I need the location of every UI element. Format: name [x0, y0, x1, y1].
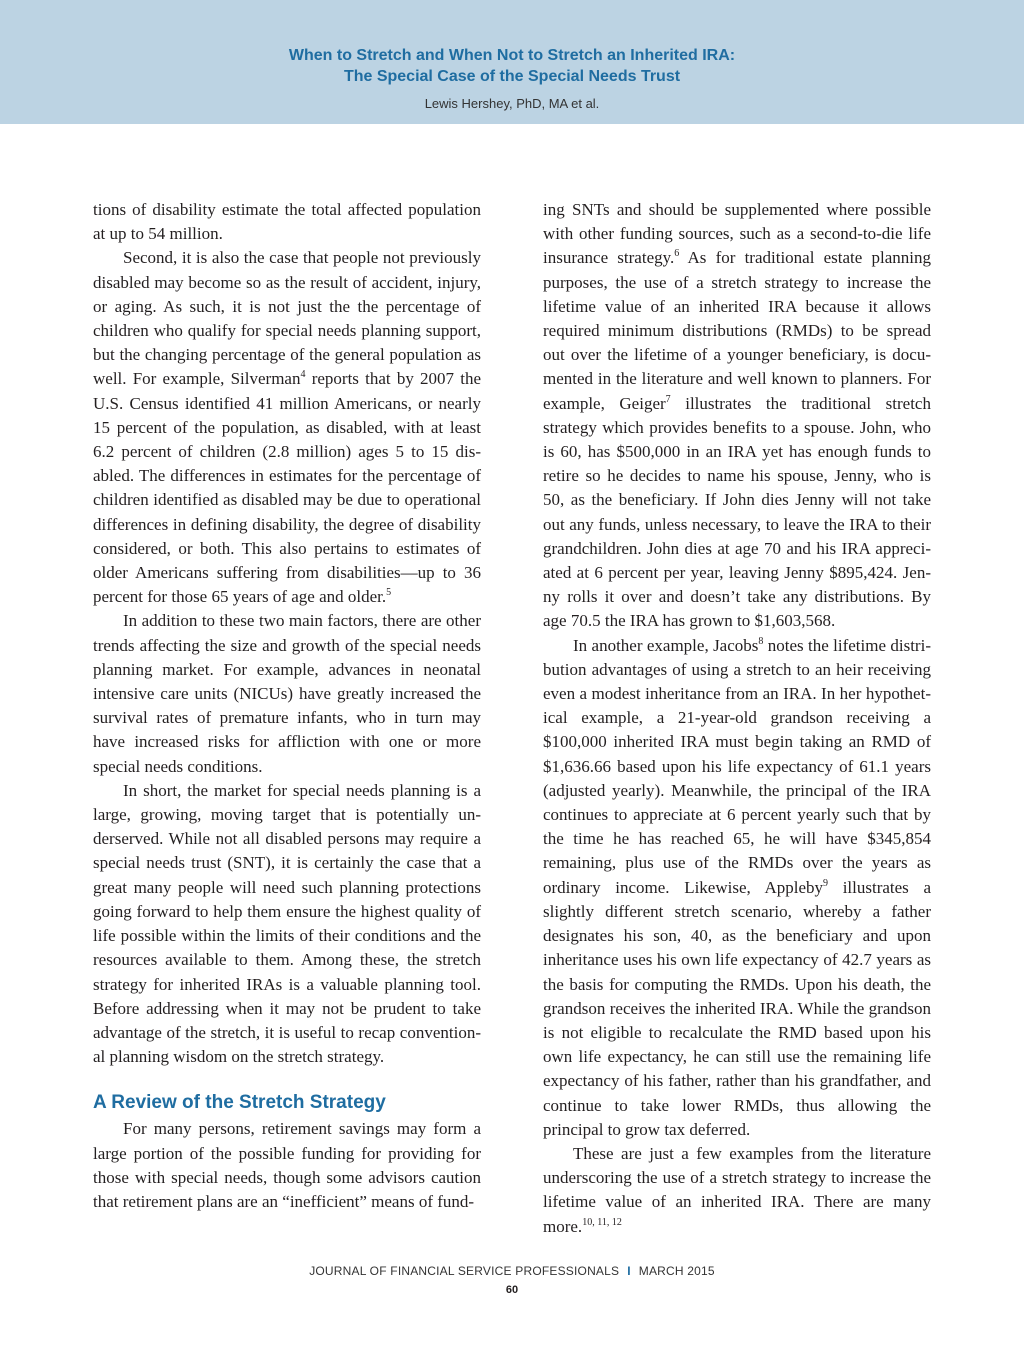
footnote-ref: 8: [758, 635, 764, 647]
paragraph: ing SNTs and should be supplemented where possible with other funding sources, such as a second-to-die life insurance strategy.$^6$ As for traditional estate planning purposes, the use of a stretch strategy to increase the lifetime value of an inherited IRA because it allows required minimum distributions (RMDs) to be spread out over the lifetime of a younger beneficiary, is documented in the literature and well known to planners. For example, Geiger$^7$ illustrates the traditional stretch strategy which provides benefits to a spouse. John, who is 60, has $500,000 in an IRA yet has enough funds to retire so he decides to name his spouse, Jenny, who is 50, as the beneficiary. If John dies Jenny will not take out any funds, unless necessary, to leave the IRA to their grandchildren. John dies at age 70 and his IRA appreciated at 6 percent per year, leaving Jenny $895,424. Jenny rolls it over and doesn’t take any distributions. By age 70.5 the IRA has grown to $1,603,568.: [543, 200, 931, 631]
footnote-ref: 6: [674, 248, 680, 260]
footer-separator: I: [627, 1264, 631, 1278]
footnote-ref: 7: [665, 393, 671, 405]
article-title-line-1: When to Stretch and When Not to Stretch an Inherited IRA:: [288, 47, 736, 64]
footer-journal-line: [0, 1264, 1024, 1278]
left-column: [93, 198, 481, 1214]
paragraph: These are just a few examples from the literature underscoring the use of a stretch strategy to increase the lifetime value of an inherited IRA. There are many more.$^{10, 11, 12}$: [543, 1143, 931, 1236]
page-number: 60: [505, 1284, 519, 1296]
paragraph: Second, it is also the case that people not previously disabled may become so as the result of accident, injury, or aging. As such, it is not just the the percentage of children who qualify for special needs planning support, but the changing percentage of the general population as well. For example, Silverman$^4$ reports that by 2007 the U.S. Census identified 41 million Americans, or nearly 15 percent of the population, as disabled, with at least 6.2 percent of children (2.8 million) ages 5 to 15 disabled. The differences in estimates for the percentage of children identified as disabled may be due to operational differences in defining disability, the degree of disability considered, or both. This also pertains to estimates of older Americans suffering from disabilities—up to 36 percent for those 65 years of age and older.$^5$: [93, 248, 482, 607]
article-author: Lewis Hershey, PhD, MA et al.: [424, 96, 600, 111]
article-title-line-2: The Special Case of the Special Needs Trust: [343, 68, 681, 85]
paragraph: In addition to these two main factors, there are other trends affecting the size and growth of the special needs planning market. For example, advances in neonatal intensive care units (NICUs) have greatly increased the survival rates of premature infants, who in turn may have increased risks for affliction with one or more special needs conditions.: [93, 611, 481, 776]
footnote-ref: 4: [300, 369, 306, 381]
journal-name: JOURNAL OF FINANCIAL SERVICE PROFESSIONALS: [309, 1264, 620, 1278]
paragraph: For many persons, retirement savings may form a large portion of the possible funding for providing for those with special needs, though some advisors caution that retirement plans are an “inefficient” means of fund-: [93, 1119, 481, 1211]
paragraph: In another example, Jacobs$^8$ notes the lifetime distribution advantages of using a stretch to an heir receiving even a modest inheritance from an IRA. In her hypothetical example, a 21-year-old grandson receiving a $100,000 inherited IRA must begin taking an RMD of $1,636.66 based upon his life expectancy of 61.1 years (adjusted yearly). Meanwhile, the principal of the IRA continues to appreciate at 6 percent yearly such that by the time he has reached 65, he will have $345,854 remaining, plus use of the RMDs over the years as ordinary income. Likewise, Appleby$^9$ illustrates a slightly different stretch scenario, whereby a father designates his son, 40, as the beneficiary and upon inheritance uses his own life expectancy of 42.7 years as the basis for computing the RMDs. Upon his death, the grandson receives the inherited IRA. While the grandson is not eligible to recalculate the RMD based upon his own life expectancy, he can still use the remaining life expectancy of his father, rather than his grandfather, and continue to take lower RMDs, thus allowing the principal to grow tax deferred.: [543, 635, 931, 1139]
footnote-ref: 5: [386, 587, 392, 599]
footnote-ref: 9: [823, 877, 829, 889]
paragraph: tions of disability estimate the total affected population at up to 54 million.: [93, 200, 481, 244]
article-header-band: [0, 0, 1024, 124]
paragraph: In short, the market for special needs planning is a large, growing, moving target that is potentially underserved. While not all disabled persons may require a special needs trust (SNT), it is certainly the case that a great many people will need such planning protections going forward to help them ensure the highest quality of life possible within the limits of their conditions and the resources available to them. Among these, the stretch strategy for inherited IRAs is a valuable planning tool. Before addressing when it may not be prudent to take advantage of the stretch, it is useful to recap conventional planning wisdom on the stretch strategy.: [93, 780, 481, 1067]
section-heading: A Review of the Stretch Strategy: [93, 1092, 386, 1114]
issue-date: MARCH 2015: [638, 1264, 715, 1278]
right-column: [543, 198, 931, 1239]
footnote-ref: 10, 11, 12: [582, 1216, 622, 1228]
